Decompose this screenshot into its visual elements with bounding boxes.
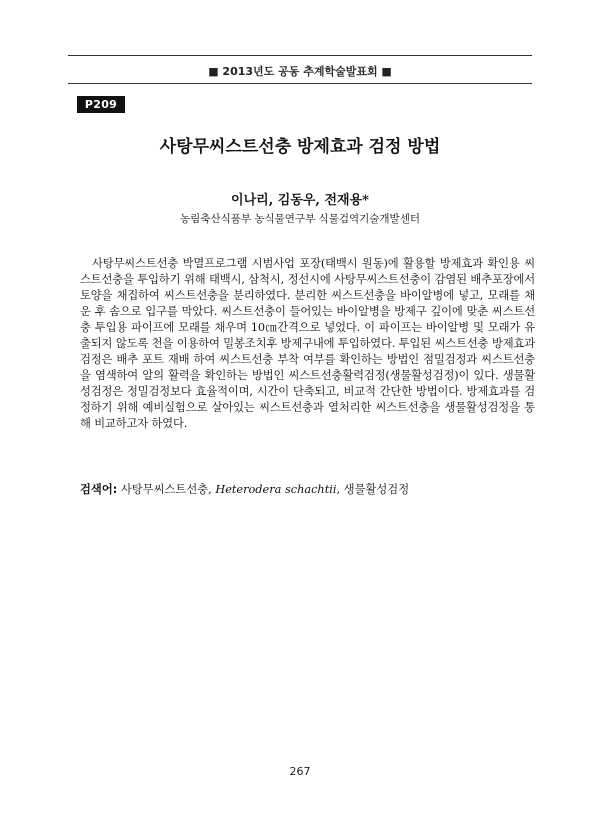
page-number: 267 <box>289 765 311 778</box>
keywords-text-before: 사탕무씨스트선충, <box>117 483 216 496</box>
author-affiliation: 농림축산식품부 농식물연구부 식물검역기술개발센터 <box>180 213 420 225</box>
author-list: 이나리, 김동우, 전재용* <box>231 193 369 208</box>
abstract-body: 사탕무씨스트선충 박멸프로그램 시범사업 포장(태백시 원동)에 활용할 방제효과 확인용 씨스트선충을 투입하기 위해 태백시, 삼척시, 정선시에 사탕무씨스트선충이 감염된 배추포장에서 토양을 채집하여 씨스트선충을 분리하였다. 분리한 씨스트선충을 바이알병에 넣고, 모래를 채운 후 솜으로 입구를 막았다. 씨스트선충이 들어있는 바이알병을 방제구 깊이에 맞춘 씨스트선충 투입용 파이프에 모래를 채우며 10㎝간격으로 넣었다. 이 파이프는 바이알병 및 모래가 유출되지 않도록 천을 이용하여 밀봉조치후 방제구내에 투입하였다. 투입된 씨스트선충 방제효과 검정은 배추 포트 재배 하여 씨스트선충 부착 여부를 확인하는 방법인 점밀검정과 씨스트선충을 염색하여 알의 활력을 확인하는 방법인 씨스트선충활력검정(생물활성검정)이 있다. 생물활성검정은 정밀검정보다 효율적이며, 시간이 단축되고, 비교적 간단한 방법이다. 방제효과를 검정하기 위해 예비실험으로 살아있는 씨스트선충과 열처리한 씨스트선충을 생물활성검정을 통해 비교하고자 하였다. <box>80 257 535 430</box>
paper-title: 사탕무씨스트선충 방제효과 검정 방법 <box>159 137 441 157</box>
header-bottom-rule <box>68 83 532 84</box>
keywords-scientific-name: Heterodera schachtii <box>215 483 337 496</box>
conference-header: ■ 2013년도 공동 추계학술발표회 ■ <box>208 65 392 78</box>
keywords-text-after: , 생물활성검정 <box>336 483 410 496</box>
header-top-rule <box>68 55 532 56</box>
keywords-label: 검색어: <box>80 483 118 496</box>
poster-number-badge: P209 <box>77 96 125 113</box>
keywords-line <box>80 482 535 498</box>
